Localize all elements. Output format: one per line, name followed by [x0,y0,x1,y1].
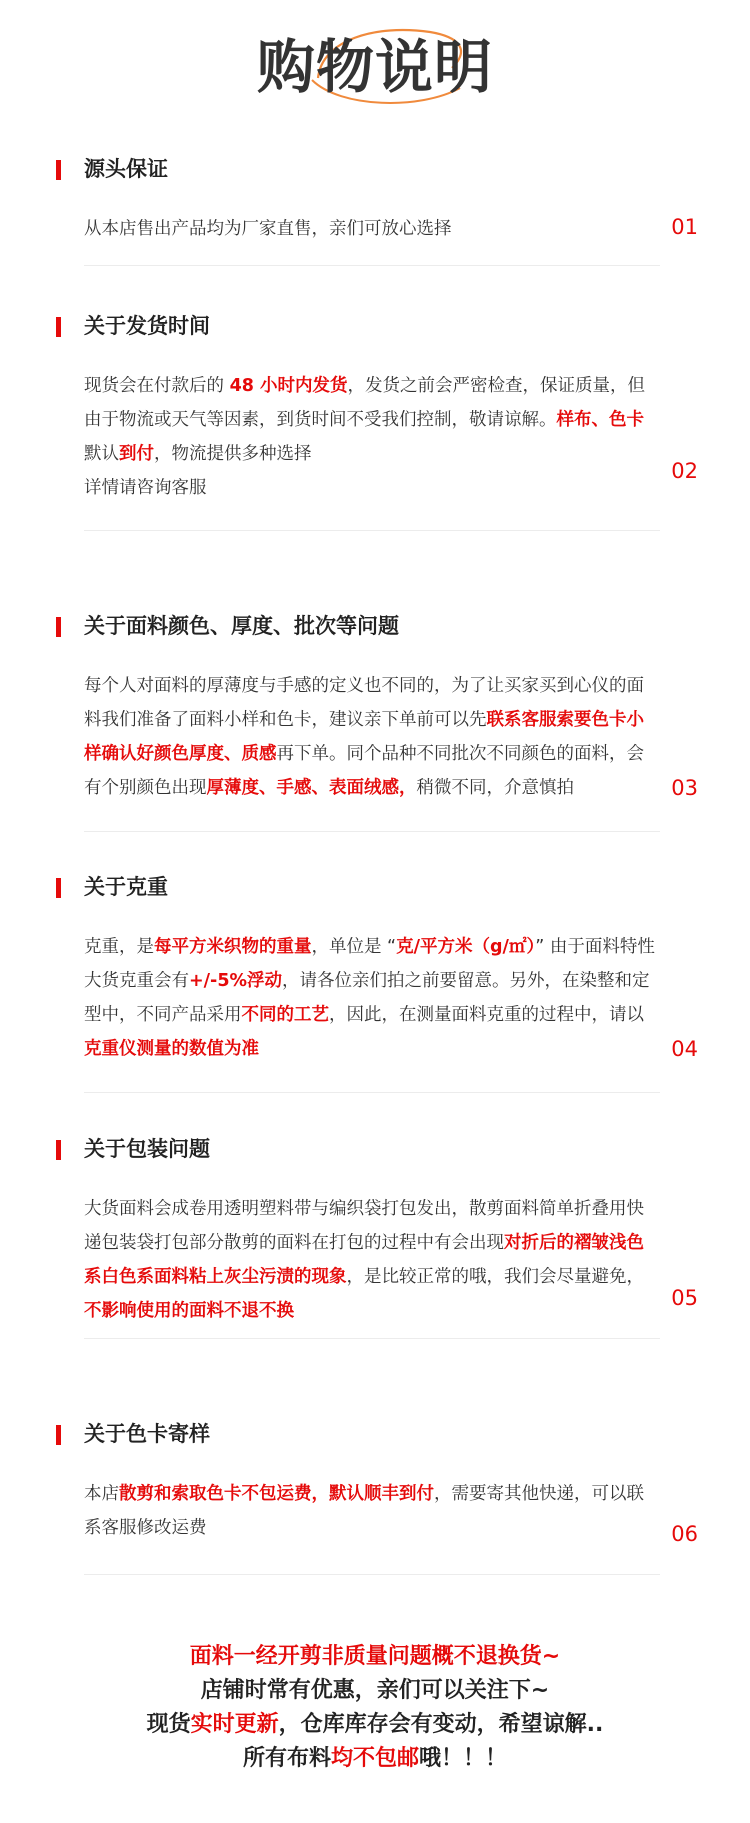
highlight-text: 克/平方米（g/㎡） [396,937,536,957]
section-gram-weight [0,868,750,1093]
body-text: 大货面料会成卷用透明塑料带与编织袋打包发出，散剪面料简单折叠用快递包装袋打包部分散剪的面料在打包的过程中有会出现 [84,1199,644,1253]
highlight-text: 不影响使用的面料不退不换 [84,1301,294,1321]
footer-text: 现货 [146,1712,191,1737]
highlight-text: 48 小时内发货 [229,376,348,396]
section-number: 02 [671,459,698,483]
highlight-text: 克重仪测量的数值为准 [84,1039,259,1059]
highlight-text: 联系客服索要色卡小样确认好颜色厚度、质感 [84,710,644,764]
footer-highlight-text: 面料一经开剪非质量问题概不退换货~ [189,1644,561,1669]
highlight-text: 样布、色卡 [556,410,644,430]
section-marker [56,617,61,637]
section-title: 关于面料颜色、厚度、批次等问题 [84,614,399,638]
section-shipping-time [0,307,750,527]
body-text: ，因此，在测量面料克重的过程中，请以 [329,1005,644,1025]
highlight-text: 散剪和索取色卡不包运费，默认顺丰到付 [119,1484,434,1504]
section-title: 关于发货时间 [84,314,210,338]
body-text: ” 由于面料特性大货克重会有 [84,937,655,991]
section-marker [56,160,61,180]
section-body [84,212,659,246]
body-text: 默认 [84,444,119,464]
footer-line [0,1640,750,1674]
footer-notice [0,1640,750,1776]
footer-line [0,1674,750,1708]
section-marker [56,317,61,337]
footer-line [0,1708,750,1742]
footer-highlight-text: 实时更新 [190,1712,279,1737]
section-number: 06 [671,1522,698,1546]
section-marker [56,1425,61,1445]
section-body [84,369,659,505]
section-body [84,1192,659,1328]
footer-highlight-text: 均不包邮 [330,1746,419,1771]
section-divider [84,1338,660,1339]
body-text: ，发货之前会严密检查，保证质量，但由于物流或天气等因素，到货时间不受我们控制，敬请谅解。 [84,376,646,430]
body-text: 现货会在付款后的 [84,376,230,396]
section-divider [84,530,660,531]
body-text: 每个人对面料的厚薄度与手感的定义也不同的，为了让买家买到心仪的面料我们准备了面料小样和色卡，建议亲下单前可以先 [84,676,644,730]
body-text: 本店 [84,1484,119,1504]
section-fabric-color [0,607,750,832]
body-text: 详情请咨询客服 [84,478,207,498]
highlight-text: 不同的工艺 [241,1005,329,1025]
body-text: ，需要寄其他快递，可以联系客服修改运费 [84,1484,644,1538]
section-number: 01 [671,215,698,239]
footer-text: 哦！！！ [419,1746,508,1771]
section-number: 04 [671,1037,698,1061]
section-divider [84,1092,660,1093]
section-divider [84,1574,660,1575]
body-text: ，是比较正常的哦，我们会尽量避免， [346,1267,644,1287]
section-body [84,669,659,805]
footer-text: 所有布料 [242,1746,331,1771]
section-title: 关于包装问题 [84,1137,210,1161]
footer-text: 店铺时常有优惠，亲们可以关注下~ [200,1678,550,1703]
body-text: 克重，是 [84,937,154,957]
section-body [84,930,659,1066]
highlight-text: 对折后的褶皱浅色系白色系面料粘上灰尘污渍的现象 [84,1233,644,1287]
body-text: ，单位是 “ [311,937,397,957]
body-text: ，物流提供多种选择 [154,444,312,464]
body-text: 再下单。同个品种不同批次不同颜色的面料，会有个别颜色出现 [84,744,644,798]
section-source-guarantee [0,150,750,270]
footer-text: ，仓库库存会有变动，希望谅解.. [278,1712,604,1737]
section-packaging [0,1130,750,1350]
section-title: 源头保证 [84,157,168,181]
section-number: 05 [671,1286,698,1310]
section-marker [56,1140,61,1160]
section-number: 03 [671,776,698,800]
section-divider [84,831,660,832]
section-divider [84,265,660,266]
title-block [0,18,750,108]
highlight-text: 到付 [119,444,154,464]
highlight-text: 每平方米织物的重量 [154,937,312,957]
section-marker [56,878,61,898]
highlight-text: 厚薄度、手感、表面绒感， [206,778,417,798]
section-body [84,1477,659,1545]
body-text: ，请各位亲们拍之前要留意。另外，在染整和定型中，不同产品采用 [84,971,650,1025]
section-color-card-sample [0,1415,750,1590]
body-text: 从本店售出产品均为厂家直售，亲们可放心选择 [84,219,452,239]
body-text: 稍微不同，介意慎拍 [416,778,574,798]
page-title: 购物说明 [256,33,493,101]
section-title: 关于克重 [84,875,168,899]
section-title: 关于色卡寄样 [84,1422,210,1446]
footer-line [0,1742,750,1776]
highlight-text: +/-5%浮动 [189,971,283,991]
